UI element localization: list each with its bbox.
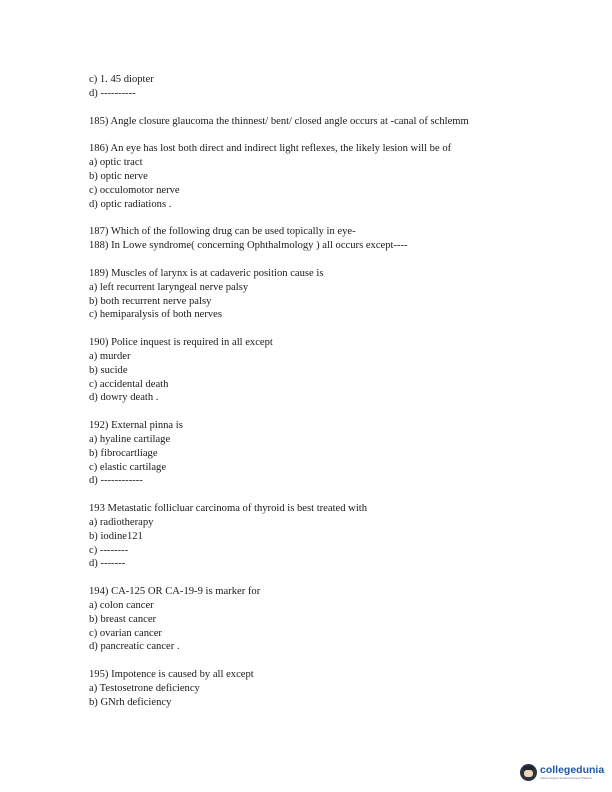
option-text: d) -------: [89, 558, 126, 570]
question-text: 194) CA-125 OR CA-19-9 is marker for: [89, 586, 261, 598]
option-text: d) ----------: [89, 87, 136, 99]
option-text: d) optic radiations .: [89, 198, 172, 210]
option-text: a) left recurrent laryngeal nerve palsy: [89, 281, 249, 293]
question-block: [89, 668, 589, 709]
option-text: a) colon cancer: [89, 599, 154, 611]
question-block: [89, 502, 589, 571]
question-block: [89, 115, 589, 129]
question-block: [89, 585, 589, 654]
option-text: b) iodine121: [89, 530, 143, 542]
mascot-face-icon: [520, 764, 537, 781]
question-text: 193 Metastatic follicluar carcinoma of thyroid is best treated with: [89, 503, 367, 515]
option-text: a) hyaline cartilage: [89, 433, 171, 445]
collegedunia-logo: [520, 760, 605, 784]
option-text: c) hemiparalysis of both nerves: [89, 309, 222, 321]
question-text: 187) Which of the following drug can be used topically in eye-: [89, 226, 356, 238]
question-text: 190) Police inquest is required in all except: [89, 337, 273, 349]
question-list: [89, 73, 589, 709]
option-text: d) dowry death .: [89, 392, 159, 404]
question-text: 189) Muscles of larynx is at cadaveric position cause is: [89, 267, 324, 279]
question-block: [89, 267, 589, 322]
question-text: 192) External pinna is: [89, 420, 183, 432]
option-text: a) murder: [89, 350, 131, 362]
option-text: a) Testosetrone deficiency: [89, 682, 200, 694]
option-text: b) sucide: [89, 364, 128, 376]
logo-tagline: India's largest Student Review Platform: [540, 775, 593, 780]
option-text: d) ------------: [89, 475, 143, 487]
question-text: 186) An eye has lost both direct and indirect light reflexes, the likely lesion will be of: [89, 143, 452, 155]
option-text: b) optic nerve: [89, 170, 148, 182]
option-text: c) occulomotor nerve: [89, 184, 180, 196]
question-block: [89, 225, 589, 253]
logo-text-group: [540, 765, 604, 780]
option-text: c) --------: [89, 544, 129, 556]
question-block: [89, 73, 589, 101]
option-text: b) GNrh deficiency: [89, 696, 172, 708]
option-text: d) pancreatic cancer .: [89, 641, 180, 653]
logo-name: collegedunia: [540, 763, 605, 776]
question-text: 195) Impotence is caused by all except: [89, 669, 254, 681]
option-text: a) radiotherapy: [89, 516, 154, 528]
option-text: a) optic tract: [89, 157, 143, 169]
option-text: b) fibrocartliage: [89, 447, 158, 459]
question-text: c) 1. 45 diopter: [89, 74, 154, 85]
option-text: c) accidental death: [89, 378, 169, 390]
question-block: [89, 336, 589, 405]
option-text: c) ovarian cancer: [89, 627, 162, 639]
option-text: b) both recurrent nerve palsy: [89, 295, 212, 307]
option-text: c) elastic cartilage: [89, 461, 167, 473]
question-text: 185) Angle closure glaucoma the thinnest/ bent/ closed angle occurs at -canal of schlemm: [89, 115, 469, 127]
option-text: b) breast cancer: [89, 613, 157, 625]
option-text: 188) In Lowe syndrome( concerning Ophthalmology ) all occurs except----: [89, 240, 408, 252]
question-block: [89, 142, 589, 211]
question-block: [89, 419, 589, 488]
